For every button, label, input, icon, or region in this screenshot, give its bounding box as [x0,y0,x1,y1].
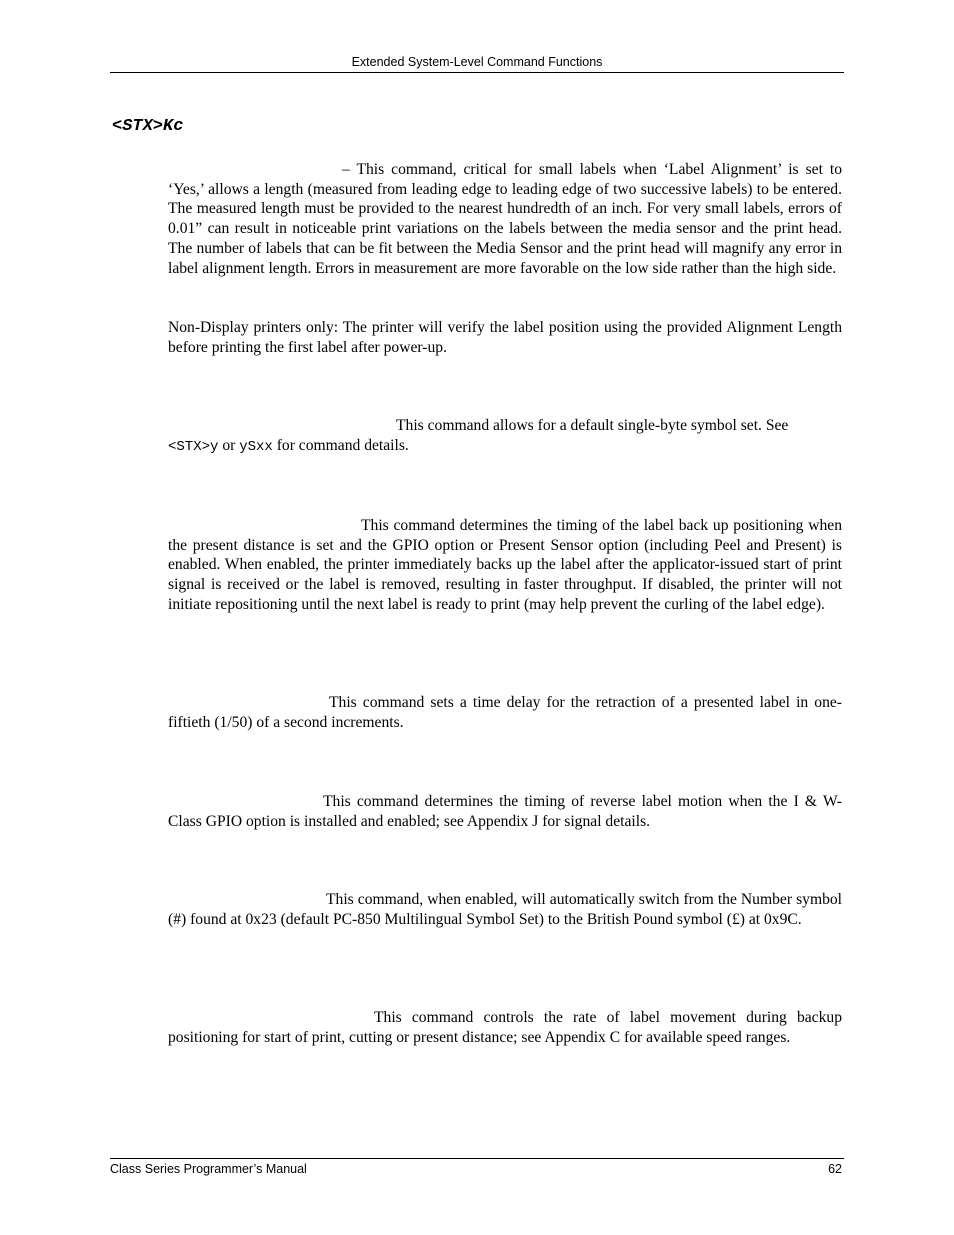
symbol-set-details: for command details. [272,436,409,454]
header-title: Extended System-Level Command Functions [351,55,603,69]
alignment-length-text: – This command, critical for small labels when ‘Label Alignment’ is set to ‘Yes,’ allows a length (measured from leading edge to leading edge of two successive labels) to be entered. The measured length must be provided to the nearest hundredth of an inch. For very small labels, errors of 0.01” can result in noticeable print variations on the labels between the media sensor and the print head. The number of labels that can be fit between the Media Sensor and the print head will magnify any error in label alignment length. Errors in measurement are more favorable on the low side rather than the high side. [168,161,842,277]
header-rule [110,72,844,73]
retract-delay-text: This command sets a time delay for the retraction of a presented label in one-fiftieth (1/50) of a second increments. [168,694,842,731]
retract-delay-paragraph [168,693,842,732]
backup-timing-paragraph [168,516,842,615]
pound-sign-text: This command, when enabled, will automatically switch from the Number symbol (#) found at 0x23 (default PC-850 Multilingual Symbol Set) to the British Pound symbol (£) at 0x9C. [168,891,842,928]
alignment-length-paragraph [168,160,842,278]
footer-manual-title: Class Series Programmer’s Manual [110,1162,307,1176]
backup-speed-paragraph [168,1008,842,1047]
symbol-set-or: or [218,436,240,454]
non-display-paragraph: Non-Display printers only: The printer will verify the label position using the provided Alignment Length before printing the first label after power-up. [168,319,842,356]
ysxx-code: ySxx [239,438,273,455]
backup-speed-text: This command controls the rate of label movement during backup positioning for start of print, cutting or present distance; see Appendix C for available speed ranges. [168,1009,842,1046]
stx-y-code: <STX>y [168,438,219,455]
command-heading: <STX>Kc [112,117,184,136]
footer-rule [110,1158,844,1159]
symbol-set-text: This command allows for a default single-byte symbol set. See [396,417,789,434]
footer-page-number: 62 [828,1162,842,1176]
symbol-set-paragraph [168,416,842,457]
reverse-motion-paragraph [168,792,842,831]
backup-timing-text: This command determines the timing of the label back up positioning when the present distance is set and the GPIO option or Present Sensor option (including Peel and Present) is enabled. When enabled, the printer immediately backs up the label after the applicator-issued start of print signal is received or the label is removed, resulting in faster throughput. If disabled, the printer will not initiate repositioning until the next label is ready to print (may help prevent the curling of the label edge). [168,517,842,613]
pound-sign-paragraph [168,890,842,929]
reverse-motion-text: This command determines the timing of reverse label motion when the I & W-Class GPIO option is installed and enabled; see Appendix J for signal details. [168,793,842,830]
